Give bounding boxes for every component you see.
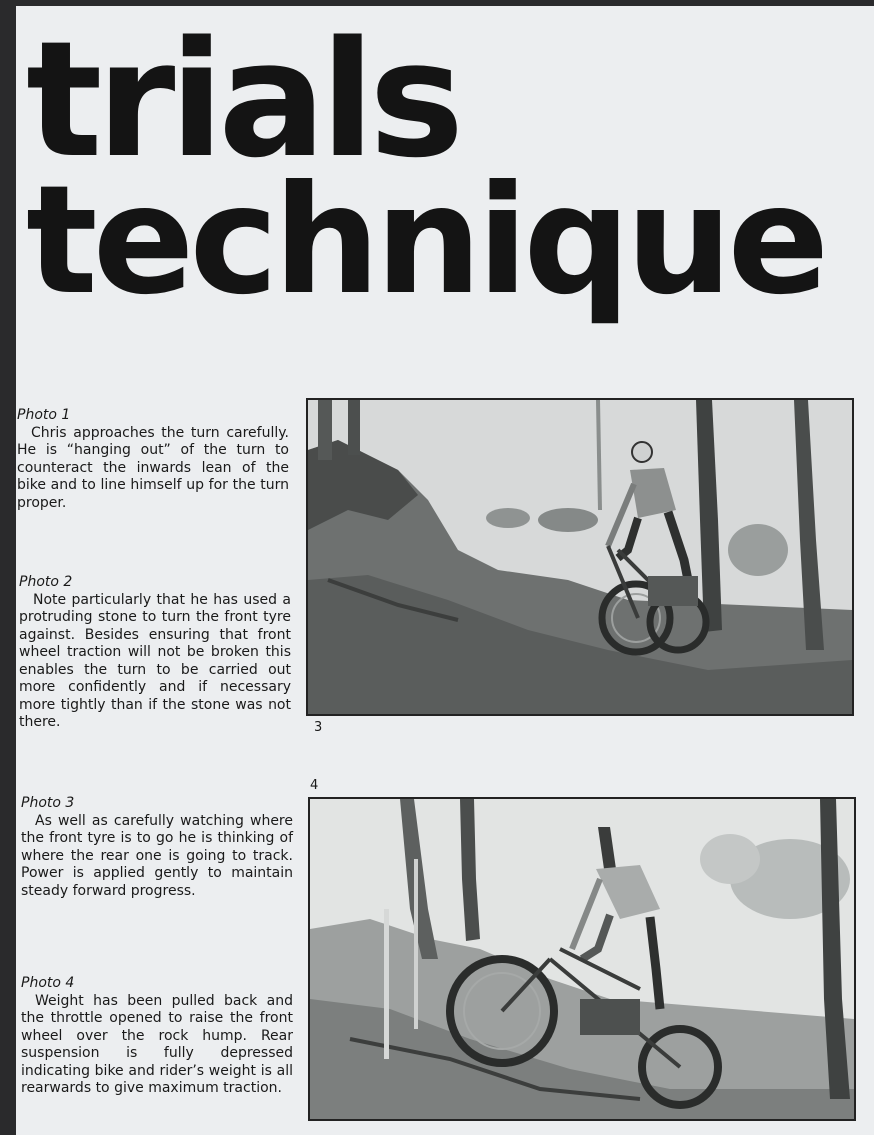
photo-rider-wheelie xyxy=(308,797,856,1121)
caption-photo-2 xyxy=(19,574,291,732)
magazine-page xyxy=(16,6,874,1135)
caption-photo-4 xyxy=(21,975,293,1098)
title-line-2: technique xyxy=(26,154,825,328)
photo-number: 4 xyxy=(310,778,319,793)
caption-photo-3 xyxy=(21,795,293,900)
caption-body: Weight has been pulled back and the throttle opened to raise the front wheel over the rock hump. Rear suspension is fully depressed indicating bike and rider’s weight is all rearwards to give maximum traction. xyxy=(21,992,293,1096)
photo-rider-turn xyxy=(306,398,854,716)
photo-4-image xyxy=(310,799,854,1119)
title-line-1: trials xyxy=(26,6,459,193)
caption-body: As well as carefully watching where the front tyre is to go he is thinking of where the rear one is going to track. Power is applied gently to maintain steady forward progress. xyxy=(21,812,293,899)
caption-heading: Photo 4 xyxy=(21,975,75,991)
caption-body: Note particularly that he has used a protruding stone to turn the front tyre against. Besides ensuring that front wheel traction will not be broken this enables the turn to be carried out more confidently and if necessary more tightly than if the stone was not there. xyxy=(19,591,291,730)
caption-body: Chris approaches the turn carefully. He is “hanging out” of the turn to counteract the inwards lean of the bike and to line himself up for the turn proper. xyxy=(17,424,289,511)
caption-heading: Photo 1 xyxy=(17,407,71,423)
photo-3-image xyxy=(308,400,852,714)
photo-number: 3 xyxy=(314,720,323,735)
caption-heading: Photo 2 xyxy=(19,574,73,590)
caption-heading: Photo 3 xyxy=(21,795,75,811)
caption-photo-1 xyxy=(17,407,289,512)
